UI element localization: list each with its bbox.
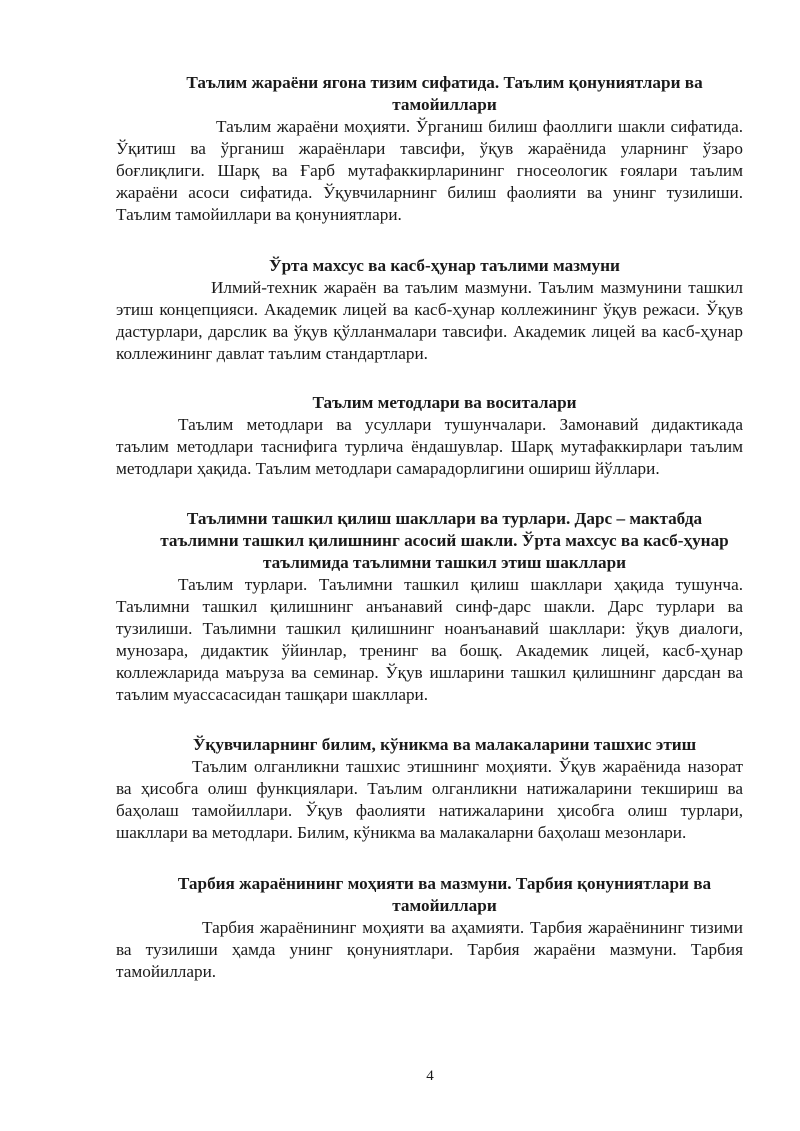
section-teaching-methods [116,392,743,480]
section-body: Таълим турлари. Таълимни ташкил қилиш шакллари ҳақида тушунча. Таълимни ташкил қилишнинг анъанавий синф-дарс шакли. Дарс турлари ва тузилиши. Таълимни ташкил қилишнинг ноанъанавий шакллари: ўқув диалоги, мунозара, дидактик ўйинлар, тренинг ва бошқ. Академик лицей, касб-ҳунар коллежларида маъруза ва семинар. Ўқув ишларини ташкил қилишнинг дарсдан ва таълим муассасасидан ташқари шакллари. [116,575,743,704]
section-body: Таълим методлари ва усуллари тушунчалари. Замонавий дидактикада таълим методлари таснифига турлича ёндашувлар. Шарқ мутафаккирлари таълим методлари ҳақида. Таълим методлари самарадорлигини ошириш йўллари. [116,415,743,478]
section-body: Тарбия жараёнининг моҳияти ва аҳамияти. Тарбия жараёнининг тизими ва тузилиши ҳамда унинг қонуниятлари. Тарбия жараёни мазмуни. Тарбия тамойиллари. [116,918,743,981]
section-forms-of-teaching [116,508,743,706]
section-vocational-content [116,255,743,365]
section-teaching-process [116,72,743,226]
section-body: Таълим жараёни моҳияти. Ўрганиш билиш фаоллиги шакли сифатида. Ўқитиш ва ўрганиш жараёнлари тавсифи, ўқув жараёнида уларнинг ўзаро боғлиқлиги. Шарқ ва Ғарб мутафаккирларининг гносеологик ғоялари таълим жараёни асоси сифатида. Ўқувчиларнинг билиш фаолияти ва унинг тузилиши. Таълим тамойиллари ва қонуниятлари. [116,117,743,224]
section-body: Таълим олганликни ташхис этишнинг моҳияти. Ўқув жараёнида назорат ва ҳисобга олиш функциялари. Таълим олганликни натижаларини текшириш ва баҳолаш тамойиллари. Ўқув фаолияти натижаларини ҳисобга олиш турлари, шакллари ва методлари. Билим, кўникма ва малакаларни баҳолаш мезонлари. [116,757,743,842]
section-heading: Ўрта махсус ва касб-ҳунар таълими мазмуни [269,256,620,275]
section-heading: Тарбия жараёнининг моҳияти ва мазмуни. Тарбия қонуниятлари ва тамойиллари [177,874,712,915]
page-number: 4 [426,1068,434,1084]
section-diagnostics [116,734,743,844]
section-heading: Таълим жараёни ягона тизим сифатида. Таълим қонуниятлари ва тамойиллари [186,73,703,114]
section-body: Илмий-техник жараён ва таълим мазмуни. Таълим мазмунини ташкил этиш концепцияси. Академик лицей ва касб-ҳунар коллежининг ўқув режаси. Ўқув дастурлари, дарслик ва ўқув қўлланмалари тавсифи. Академик лицей ва касб-ҳунар коллежининг давлат таълим стандартлари. [116,278,743,363]
section-upbringing [116,873,743,983]
document-page [116,72,743,983]
section-heading: Ўқувчиларнинг билим, кўникма ва малакаларини ташхис этиш [192,735,697,754]
section-heading: Таълимни ташкил қилиш шакллари ва турлари. Дарс – мактабда таълимни ташкил қилишнинг асосий шакли. Ўрта махсус ва касб-ҳунар таълимида таълимни ташкил этиш шакллари [160,509,729,572]
section-heading: Таълим методлари ва воситалари [312,393,577,412]
